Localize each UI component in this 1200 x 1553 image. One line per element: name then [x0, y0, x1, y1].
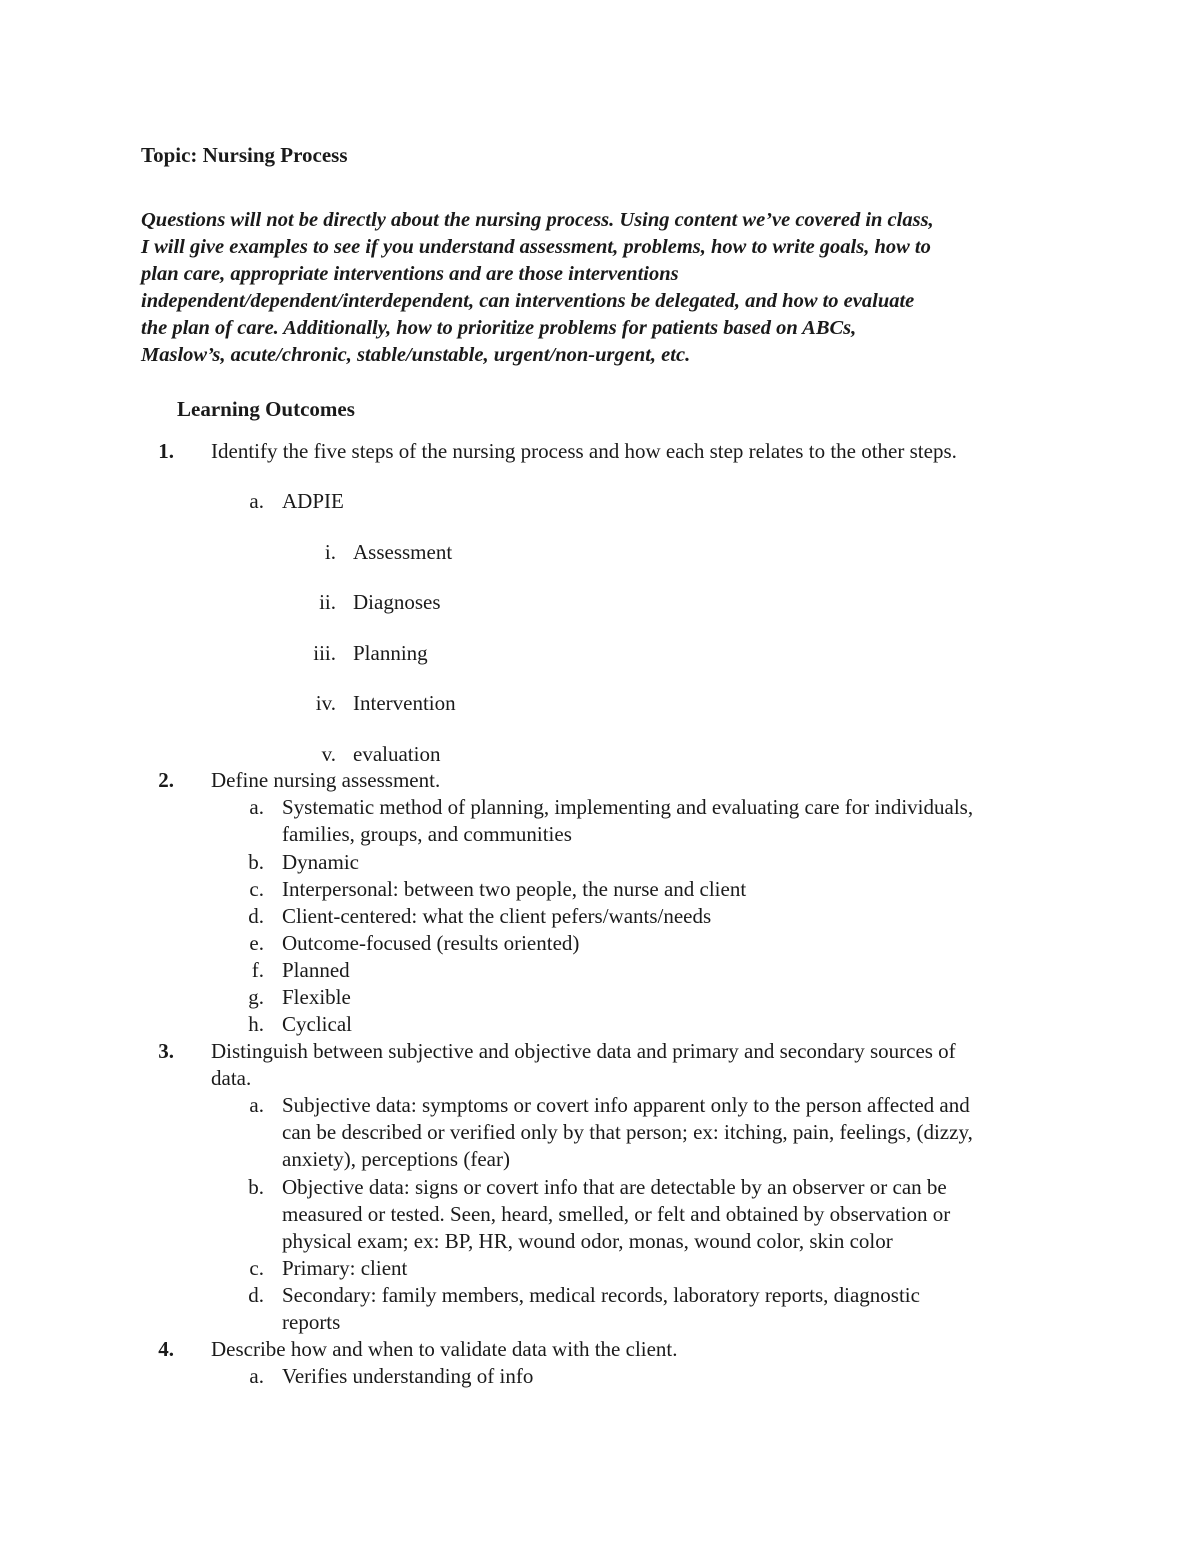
- outcome-text: data.: [211, 1066, 252, 1090]
- intro-line: the plan of care. Additionally, how to prioritize problems for patients based on ABCs,: [141, 317, 857, 339]
- item-text: Outcome-focused (results oriented): [282, 931, 580, 955]
- item-text: ADPIE: [282, 489, 344, 513]
- subitem-marker: v.: [321, 742, 336, 766]
- item-text: can be described or verified only by that person; ex: itching, pain, feelings, (dizzy,: [282, 1120, 973, 1144]
- outcome-text: Distinguish between subjective and objective data and primary and secondary sources of: [211, 1039, 956, 1063]
- item-marker: b.: [248, 850, 264, 874]
- item-text: Objective data: signs or covert info that are detectable by an observer or can be: [282, 1175, 947, 1199]
- subitem-marker: i.: [324, 540, 336, 564]
- item-marker: d.: [248, 904, 264, 928]
- subitem-text: Assessment: [353, 540, 453, 564]
- subitem-text: evaluation: [353, 742, 441, 766]
- item-marker: a.: [249, 795, 264, 819]
- item-marker: b.: [248, 1175, 264, 1199]
- outcome-number: 1.: [158, 439, 174, 463]
- item-marker: h.: [248, 1012, 264, 1036]
- subitem-marker: ii.: [319, 590, 336, 614]
- subitem-text: Planning: [353, 641, 428, 665]
- intro-line: independent/dependent/interdependent, can interventions be delegated, and how to evaluate: [141, 290, 915, 312]
- item-text: Interpersonal: between two people, the nurse and client: [282, 877, 747, 901]
- subitem-marker: iv.: [315, 691, 336, 715]
- item-marker: d.: [248, 1283, 264, 1307]
- item-text: Dynamic: [282, 850, 359, 874]
- outcome-text: Identify the five steps of the nursing process and how each step relates to the other steps.: [211, 439, 957, 463]
- item-text: Flexible: [282, 985, 351, 1009]
- item-text: Primary: client: [282, 1256, 408, 1280]
- intro-line: Questions will not be directly about the nursing process. Using content we’ve covered in class,: [141, 209, 934, 231]
- item-text: Planned: [282, 958, 350, 982]
- subitem-marker: iii.: [313, 641, 336, 665]
- learning-outcomes-heading: Learning Outcomes: [177, 397, 355, 421]
- item-text: families, groups, and communities: [282, 822, 572, 846]
- item-marker: a.: [249, 1364, 264, 1388]
- intro-paragraph: [141, 207, 1061, 369]
- topic-title: Topic: Nursing Process: [141, 143, 348, 167]
- outcome-number: 3.: [158, 1039, 174, 1063]
- item-text: Systematic method of planning, implementing and evaluating care for individuals,: [282, 795, 974, 819]
- item-marker: c.: [249, 877, 264, 901]
- item-text: physical exam; ex: BP, HR, wound odor, monas, wound color, skin color: [282, 1229, 893, 1253]
- item-text: Client-centered: what the client pefers/wants/needs: [282, 904, 712, 928]
- item-marker: e.: [249, 931, 264, 955]
- item-text: Subjective data: symptoms or covert info apparent only to the person affected and: [282, 1093, 970, 1117]
- outcome-text: Describe how and when to validate data with the client.: [211, 1337, 678, 1361]
- outcome-number: 2.: [158, 768, 174, 792]
- item-text: Secondary: family members, medical records, laboratory reports, diagnostic: [282, 1283, 920, 1307]
- item-text: Verifies understanding of info: [282, 1364, 534, 1388]
- item-text: Cyclical: [282, 1012, 352, 1036]
- item-marker: a.: [249, 489, 264, 513]
- intro-line: plan care, appropriate interventions and are those interventions: [141, 263, 679, 285]
- item-marker: g.: [248, 985, 264, 1009]
- item-marker: f.: [251, 958, 264, 982]
- intro-line: Maslow’s, acute/chronic, stable/unstable, urgent/non-urgent, etc.: [141, 344, 691, 366]
- outcome-text: Define nursing assessment.: [211, 768, 441, 792]
- subitem-text: Diagnoses: [353, 590, 441, 614]
- item-text: reports: [282, 1310, 341, 1334]
- item-text: measured or tested. Seen, heard, smelled, or felt and obtained by observation or: [282, 1202, 951, 1226]
- item-text: anxiety), perceptions (fear): [282, 1147, 510, 1171]
- item-marker: a.: [249, 1093, 264, 1117]
- outcome-number: 4.: [158, 1337, 174, 1361]
- intro-line: I will give examples to see if you understand assessment, problems, how to write goals, how to: [141, 236, 931, 258]
- item-marker: c.: [249, 1256, 264, 1280]
- subitem-text: Intervention: [353, 691, 456, 715]
